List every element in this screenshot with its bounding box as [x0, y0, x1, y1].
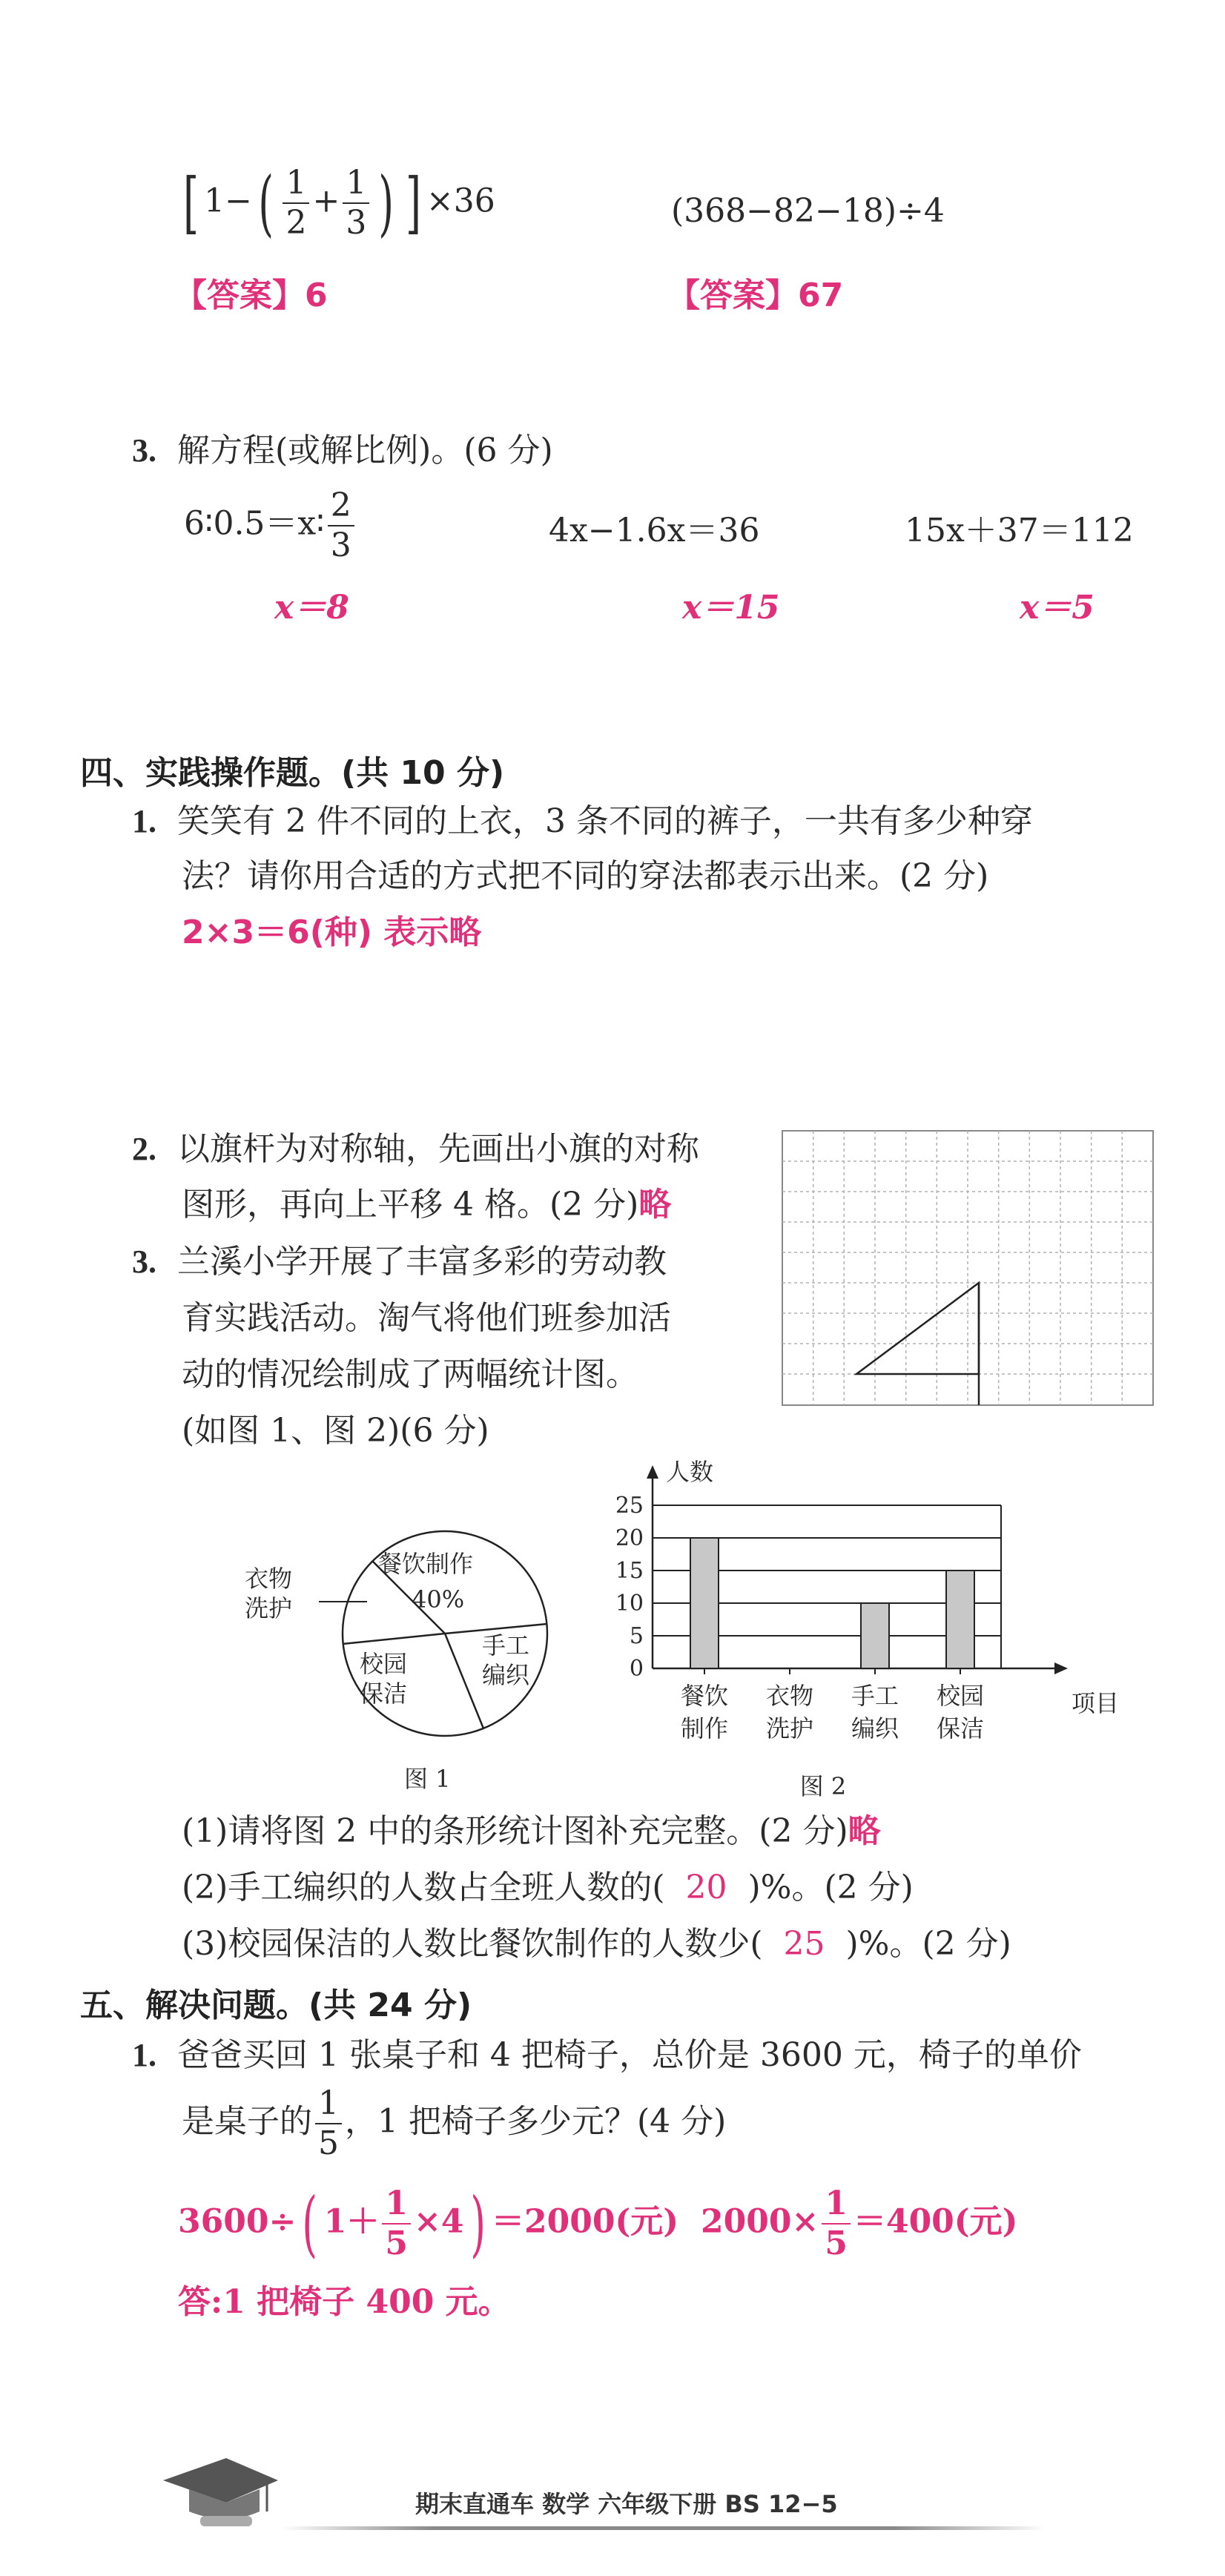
x-tick-label: 制作: [680, 1714, 729, 1743]
x-tick-label: 衣物: [765, 1682, 814, 1710]
x-tick-label: 手工: [851, 1682, 899, 1710]
y-tick-label: 20: [615, 1525, 644, 1551]
pie-label: 洗护: [245, 1594, 293, 1622]
pie-divider: [343, 1634, 445, 1644]
s4-q3-line3: 动的情况绘制成了两幅统计图。: [182, 1355, 638, 1393]
x-axis-label: 项目: [1072, 1689, 1120, 1717]
s4-q1-line2: 法？请你用合适的方式把不同的穿法都表示出来。(2 分): [182, 857, 989, 895]
figure-1-caption: 图 1: [404, 1765, 451, 1793]
graduation-cap-icon: [156, 2451, 282, 2532]
x-tick-label: 餐饮: [680, 1682, 729, 1710]
pie-label: 餐饮制作: [378, 1550, 474, 1578]
x-tick-label: 洗护: [765, 1714, 814, 1743]
section-4-title: 四、实践操作题。(共 10 分): [80, 754, 505, 792]
s4-q2-line1: 2. 以旗杆为对称轴，先画出小旗的对称: [132, 1130, 699, 1168]
s5-calc-2: 2000× $\frac{1}{5}$ ＝400(元): [701, 2184, 1018, 2262]
equation-3: 15x＋37＝112: [905, 512, 1134, 549]
pie-label: 手工: [482, 1631, 530, 1659]
s4-sub1: (1)请将图 2 中的条形统计图补充完整。(2 分)略: [182, 1812, 881, 1850]
pie-chart: [222, 1498, 534, 1794]
pie-label: 衣物: [245, 1565, 293, 1593]
y-tick-label: 10: [615, 1591, 644, 1616]
y-tick-label: 25: [615, 1493, 644, 1519]
footer-rule: [282, 2526, 1046, 2530]
s5-q1-line1: 1. 爸爸买回 1 张桌子和 4 把椅子，总价是 3600 元，椅子的单价: [132, 2036, 1082, 2074]
y-tick-label: 0: [629, 1656, 644, 1682]
s4-q2-line2: 图形，再向上平移 4 格。(2 分)略: [182, 1186, 672, 1223]
bar: [861, 1603, 889, 1668]
s4-q1-answer: 2×3＝6(种) 表示略: [182, 914, 482, 951]
s5-answer: 答:1 把椅子 400 元。: [178, 2283, 511, 2321]
flag-grid: [782, 1131, 1153, 1413]
x-axis-arrow: [1054, 1662, 1068, 1674]
y-tick-label: 5: [629, 1623, 644, 1649]
answer-1: 【答案】6: [174, 277, 328, 314]
s5-q1-line2: 是桌子的 $\frac{1}{5}$ ，1 把椅子多少元？(4 分): [182, 2084, 727, 2162]
s4-q3-line2: 育实践活动。淘气将他们班参加活: [182, 1299, 671, 1337]
section-5-title: 五、解决问题。(共 24 分): [80, 1987, 472, 2024]
fraction: $\frac{1}{5}$: [315, 2087, 342, 2160]
x-tick-label: 保洁: [936, 1714, 985, 1743]
pie-label: 保洁: [360, 1680, 408, 1708]
fraction: $\frac{1}{3}$: [343, 167, 369, 240]
equation-3-answer: x＝5: [1020, 589, 1094, 627]
figure-2-caption: 图 2: [799, 1772, 847, 1800]
grid-lines: [782, 1131, 1153, 1405]
x-tick-label: 编织: [851, 1714, 899, 1743]
fraction: $\frac{1}{5}$: [822, 2187, 851, 2260]
s4-q3-line4: (如图 1、图 2)(6 分): [182, 1412, 489, 1450]
y-axis-label: 人数: [666, 1458, 714, 1486]
s4-sub2: (2)手工编织的人数占全班人数的( 20 )%。(2 分): [182, 1869, 914, 1906]
s4-sub1-answer: 略: [848, 1812, 881, 1850]
fraction: $\frac{2}{3}$: [328, 489, 354, 562]
s4-sub2-answer: 20: [685, 1869, 727, 1906]
pie-divider: [445, 1634, 483, 1728]
equation-2-answer: x＝15: [682, 589, 780, 627]
pie-label: 编织: [482, 1661, 530, 1689]
pie-label: 40%: [412, 1585, 465, 1614]
calc-expression-2: (368−82−18)÷4: [671, 192, 945, 230]
footer-text: 期末直通车 数学 六年级下册 BS 12−5: [415, 2490, 838, 2518]
bar-chart: [608, 1453, 1120, 1802]
equation-1-answer: x＝8: [274, 589, 349, 627]
s4-sub3-answer: 25: [783, 1925, 825, 1963]
bar: [690, 1538, 719, 1668]
fraction: $\frac{1}{2}$: [283, 167, 309, 240]
s5-calc-1: 3600÷( 1＋ $\frac{1}{5}$ ×4) ＝2000(元): [178, 2182, 679, 2265]
fraction: $\frac{1}{5}$: [382, 2187, 411, 2260]
s4-q3-line1: 3. 兰溪小学开展了丰富多彩的劳动教: [132, 1243, 667, 1281]
pie-label: 校园: [360, 1650, 408, 1678]
q3-heading: 3. 解方程(或解比例)。(6 分): [132, 432, 553, 469]
answer-2: 【答案】67: [667, 277, 844, 314]
s4-q2-answer: 略: [638, 1186, 672, 1223]
s4-q1-line1: 1. 笑笑有 2 件不同的上衣，3 条不同的裤子，一共有多少种穿: [132, 802, 1033, 840]
equation-2: 4x−1.6x＝36: [549, 512, 760, 549]
x-tick-label: 校园: [936, 1682, 985, 1710]
y-axis-arrow: [647, 1465, 658, 1479]
equation-1: 6∶0.5＝x∶ $\frac{2}{3}$: [184, 489, 357, 562]
y-tick-label: 15: [615, 1558, 644, 1584]
bar: [946, 1571, 974, 1668]
calc-expression-1: [ 1−( $\frac{1}{2}$ + $\frac{1}{3}$ ) ] ×36: [183, 162, 495, 245]
s4-sub3: (3)校园保洁的人数比餐饮制作的人数少( 25 )%。(2 分): [182, 1925, 1011, 1963]
